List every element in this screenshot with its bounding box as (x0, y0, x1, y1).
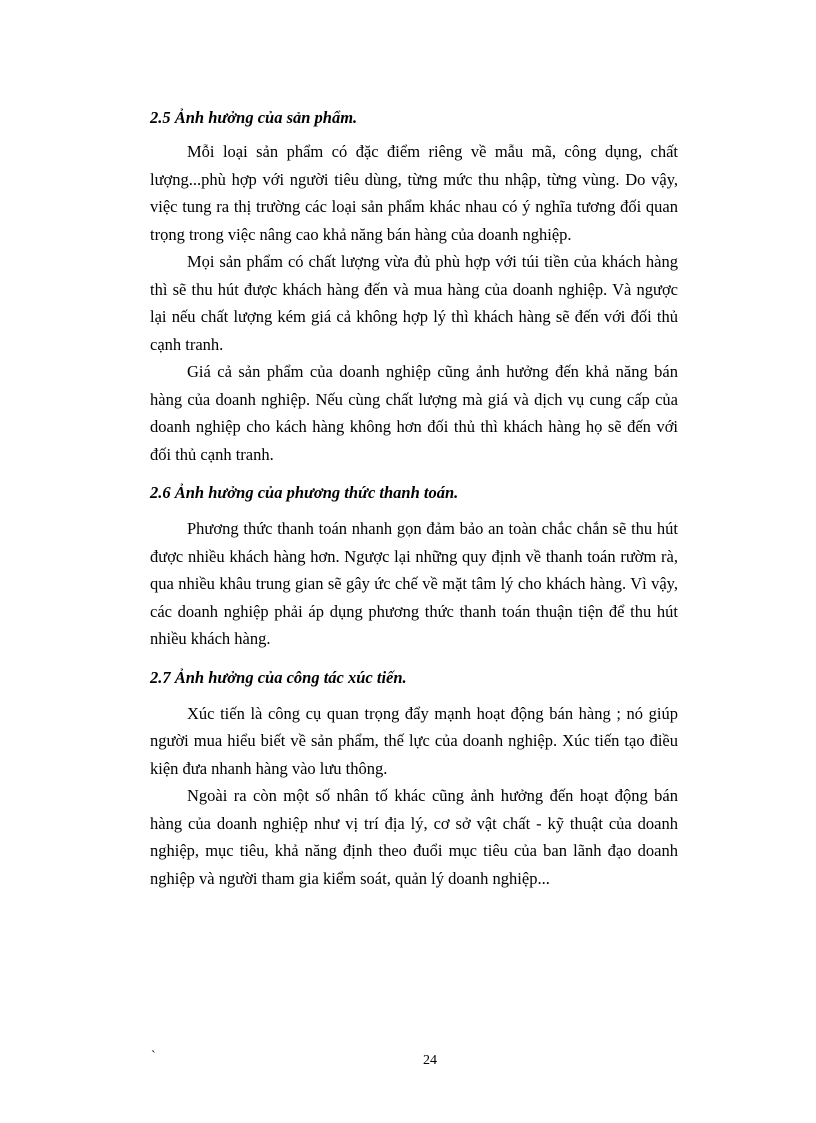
footer-tick-mark: ` (151, 1049, 156, 1064)
section-2-6-paragraph-1: Phương thức thanh toán nhanh gọn đảm bảo an toàn chắc chắn sẽ thu hút được nhiều khách hàng hơn. Ngược lại những quy định về thanh toán rườm rà, qua nhiều khâu trung gian sẽ gây ức chế về mặt tâm lý cho khách hàng. Vì vậy, các doanh nghiệp phải áp dụng phương thức thanh toán thuận tiện để thu hút nhiều khách hàng. (150, 519, 678, 648)
section-2-7-heading: 2.7 Ảnh hưởng của công tác xúc tiến. (150, 667, 407, 687)
section-2-5-paragraph-2: Mọi sản phẩm có chất lượng vừa đủ phù hợp với túi tiền của khách hàng thì sẽ thu hút được khách hàng đến và mua hàng của doanh nghiệp. Và ngược lại nếu chất lượng kém giá cả không hợp lý thì khách hàng sẽ đến với đối thủ cạnh tranh. (150, 252, 678, 354)
section-2-6-heading: 2.6 Ảnh hưởng của phương thức thanh toán. (150, 483, 459, 502)
section-2-7-paragraph-1: Xúc tiến là công cụ quan trọng đẩy mạnh hoạt động bán hàng ; nó giúp người mua hiểu biết về sản phẩm, thế lực của doanh nghiệp. Xúc tiến tạo điều kiện đưa nhanh hàng vào lưu thông. (150, 703, 678, 778)
section-2-5-paragraph-3: Giá cả sản phẩm của doanh nghiệp cũng ảnh hưởng đến khả năng bán hàng của doanh nghiệp. Nếu cùng chất lượng mà giá và dịch vụ cung cấp của doanh nghiệp cho kách hàng không hơn đối thủ thì khách hàng họ sẽ đến với đối thủ cạnh tranh. (150, 362, 678, 464)
section-2-5-heading: 2.5 Ảnh hưởng của sản phẩm. (150, 108, 358, 127)
section-2-5-paragraph-1: Mỗi loại sản phẩm có đặc điểm riêng về mẫu mã, công dụng, chất lượng...phù hợp với người tiêu dùng, từng mức thu nhập, từng vùng. Do vậy, việc tung ra thị trường các loại sản phẩm khác nhau có ý nghĩa tương đối quan trọng trong việc nâng cao khả năng bán hàng của doanh nghiệp. (150, 142, 678, 244)
page-content (150, 104, 678, 892)
page-number: 24 (423, 1053, 437, 1068)
section-2-7-paragraph-2: Ngoài ra còn một số nhân tố khác cũng ảnh hưởng đến hoạt động bán hàng của doanh nghiệp như vị trí địa lý, cơ sở vật chất - kỹ thuật của doanh nghiệp, mục tiêu, khả năng định theo đuổi mục tiêu của ban lãnh đạo doanh nghiệp và người tham gia kiểm soát, quản lý doanh nghiệp... (150, 786, 678, 888)
